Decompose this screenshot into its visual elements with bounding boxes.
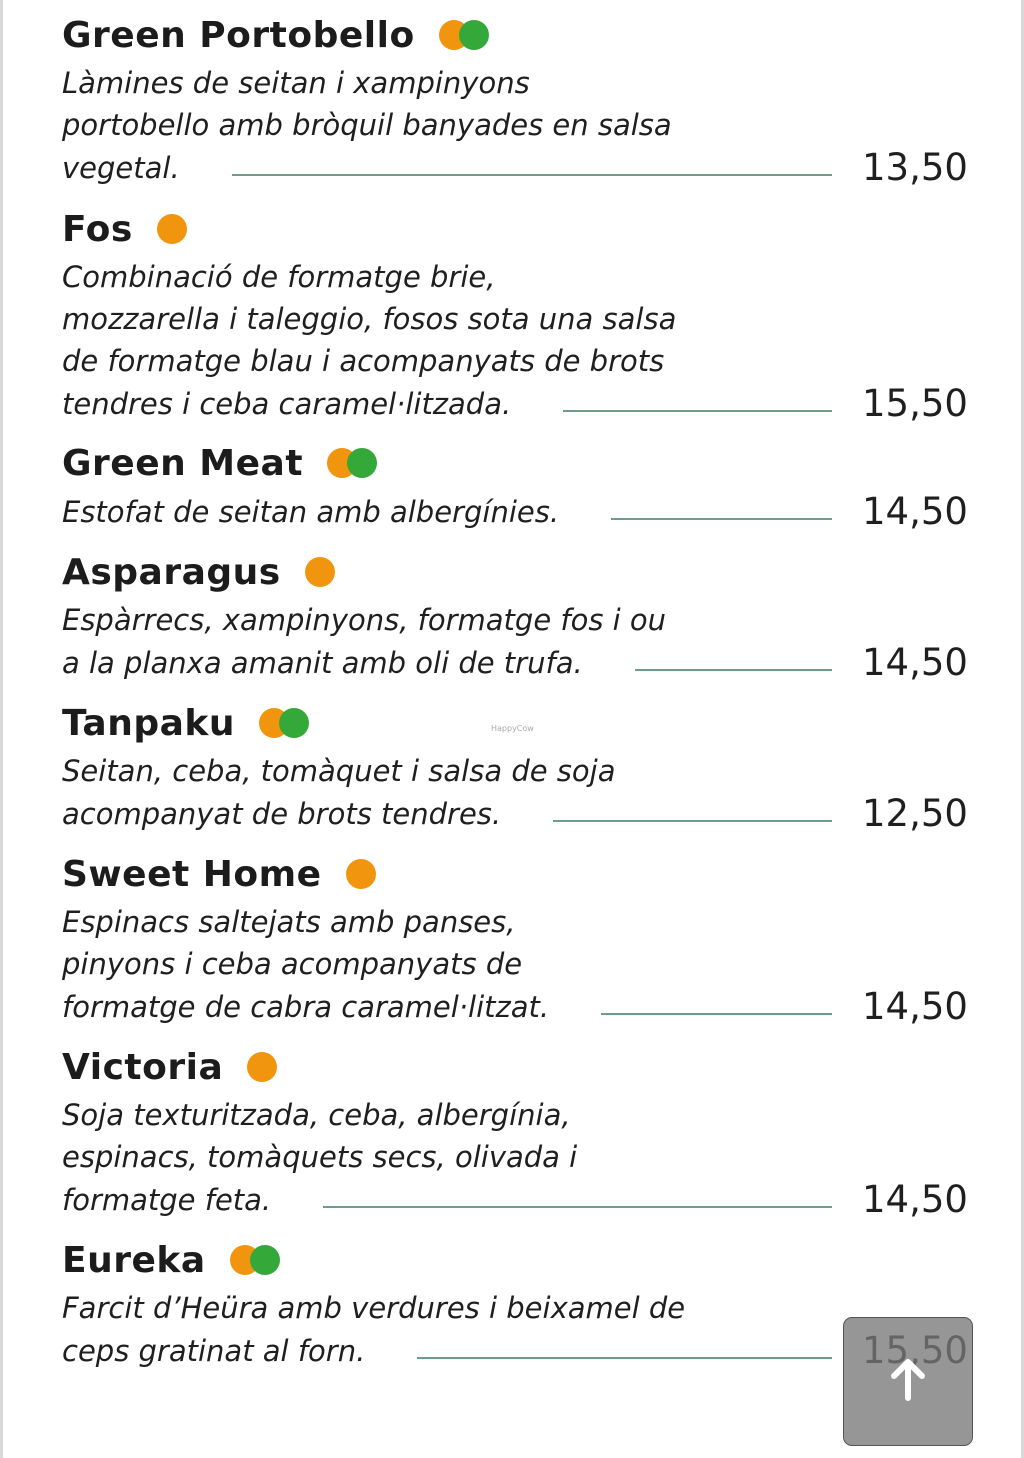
price-leader-line (563, 410, 832, 412)
diet-icons (247, 1052, 277, 1082)
menu-item-price: 13,50 (862, 146, 968, 189)
description-line: Soja texturitzada, ceba, albergínia, (62, 1098, 571, 1132)
menu-item-header (62, 1235, 962, 1285)
menu-item (62, 849, 968, 1028)
price-leader-line (232, 174, 832, 176)
description-line: Combinació de formatge brie, (62, 260, 496, 294)
diet-icons (259, 708, 311, 738)
menu-item-name: Green Portobello (62, 14, 415, 56)
description-line: portobello amb bròquil banyades en salsa (62, 108, 672, 142)
menu-item-name: Asparagus (62, 551, 281, 593)
menu-item-header (62, 849, 962, 899)
description-line: formatge de cabra caramel·litzat. (62, 989, 550, 1024)
description-line: pinyons i ceba acompanyats de (62, 947, 523, 981)
menu-item (62, 698, 968, 835)
diet-icons (157, 214, 187, 244)
menu-item-name: Victoria (62, 1046, 224, 1088)
price-leader-line (611, 518, 832, 520)
green-dot-icon (347, 448, 377, 478)
menu-item-description (62, 599, 968, 684)
green-dot-icon (279, 708, 309, 738)
menu-item-price: 14,50 (862, 490, 968, 533)
menu-item-name: Eureka (62, 1239, 206, 1281)
price-leader-line (553, 820, 832, 822)
description-line: de formatge blau i acompanyats de brots (62, 344, 665, 378)
menu-item-name: Green Meat (62, 442, 304, 484)
description-line: acompanyat de brots tendres. (62, 796, 502, 831)
description-line: a la planxa amanit amb oli de trufa. (62, 645, 583, 680)
scroll-to-top-button[interactable] (843, 1317, 973, 1446)
description-line: espinacs, tomàquets secs, olivada i (62, 1140, 578, 1174)
diet-icons (346, 859, 376, 889)
menu-item (62, 10, 968, 189)
price-leader-line (635, 669, 832, 671)
menu-item-description (62, 1287, 962, 1372)
description-line: mozzarella i taleggio, fosos sota una salsa (62, 302, 677, 336)
diet-icons (439, 20, 491, 50)
menu-item-description (62, 901, 968, 1028)
description-line: Estofat de seitan amb albergínies. (62, 494, 560, 529)
description-line: Làmines de seitan i xampinyons (62, 66, 530, 100)
menu-item-name: Fos (62, 208, 133, 250)
menu-item-description (62, 62, 968, 189)
menu-item-price: 15,50 (862, 382, 968, 425)
diet-icons (305, 557, 335, 587)
menu-item-header (62, 547, 962, 597)
arrow-up-icon (888, 1358, 928, 1406)
price-leader-line (417, 1357, 832, 1359)
price-leader-line (323, 1206, 832, 1208)
menu-item-name: Tanpaku (62, 702, 235, 744)
description-line: Espinacs saltejats amb panses, (62, 905, 516, 939)
menu-item-description (62, 256, 968, 425)
menu-item-header (62, 438, 962, 488)
menu-item-description (62, 750, 968, 835)
description-line: Espàrrecs, xampinyons, formatge fos i ou (62, 603, 667, 637)
description-line: formatge feta. (62, 1182, 272, 1217)
menu-item-description (62, 490, 968, 533)
description-line: Farcit d’Heüra amb verdures i beixamel de (62, 1291, 686, 1325)
menu-item-price: 14,50 (862, 641, 968, 684)
diet-icons (327, 448, 379, 478)
menu-item (62, 204, 968, 425)
menu-item-header (62, 1042, 962, 1092)
menu-item (62, 547, 968, 684)
menu-item-description (62, 1094, 968, 1221)
diet-icons (230, 1245, 282, 1275)
menu-item-header (62, 10, 962, 60)
description-line: vegetal. (62, 150, 180, 185)
green-dot-icon (459, 20, 489, 50)
menu-item (62, 1042, 968, 1221)
menu-item-price: 12,50 (862, 792, 968, 835)
green-dot-icon (250, 1245, 280, 1275)
orange-dot-icon (305, 557, 335, 587)
menu-item-price: 14,50 (862, 985, 968, 1028)
description-line: ceps gratinat al forn. (62, 1333, 366, 1368)
watermark: HappyCow (491, 724, 534, 733)
page-border-left (0, 0, 3, 1458)
menu-item-header (62, 204, 962, 254)
menu-item-header (62, 698, 962, 748)
menu-item (62, 1235, 962, 1372)
menu-item-price: 14,50 (862, 1178, 968, 1221)
orange-dot-icon (346, 859, 376, 889)
orange-dot-icon (247, 1052, 277, 1082)
orange-dot-icon (157, 214, 187, 244)
menu-item (62, 438, 968, 533)
price-leader-line (601, 1013, 832, 1015)
menu-item-name: Sweet Home (62, 853, 322, 895)
description-line: tendres i ceba caramel·litzada. (62, 386, 512, 421)
description-line: Seitan, ceba, tomàquet i salsa de soja (62, 754, 616, 788)
